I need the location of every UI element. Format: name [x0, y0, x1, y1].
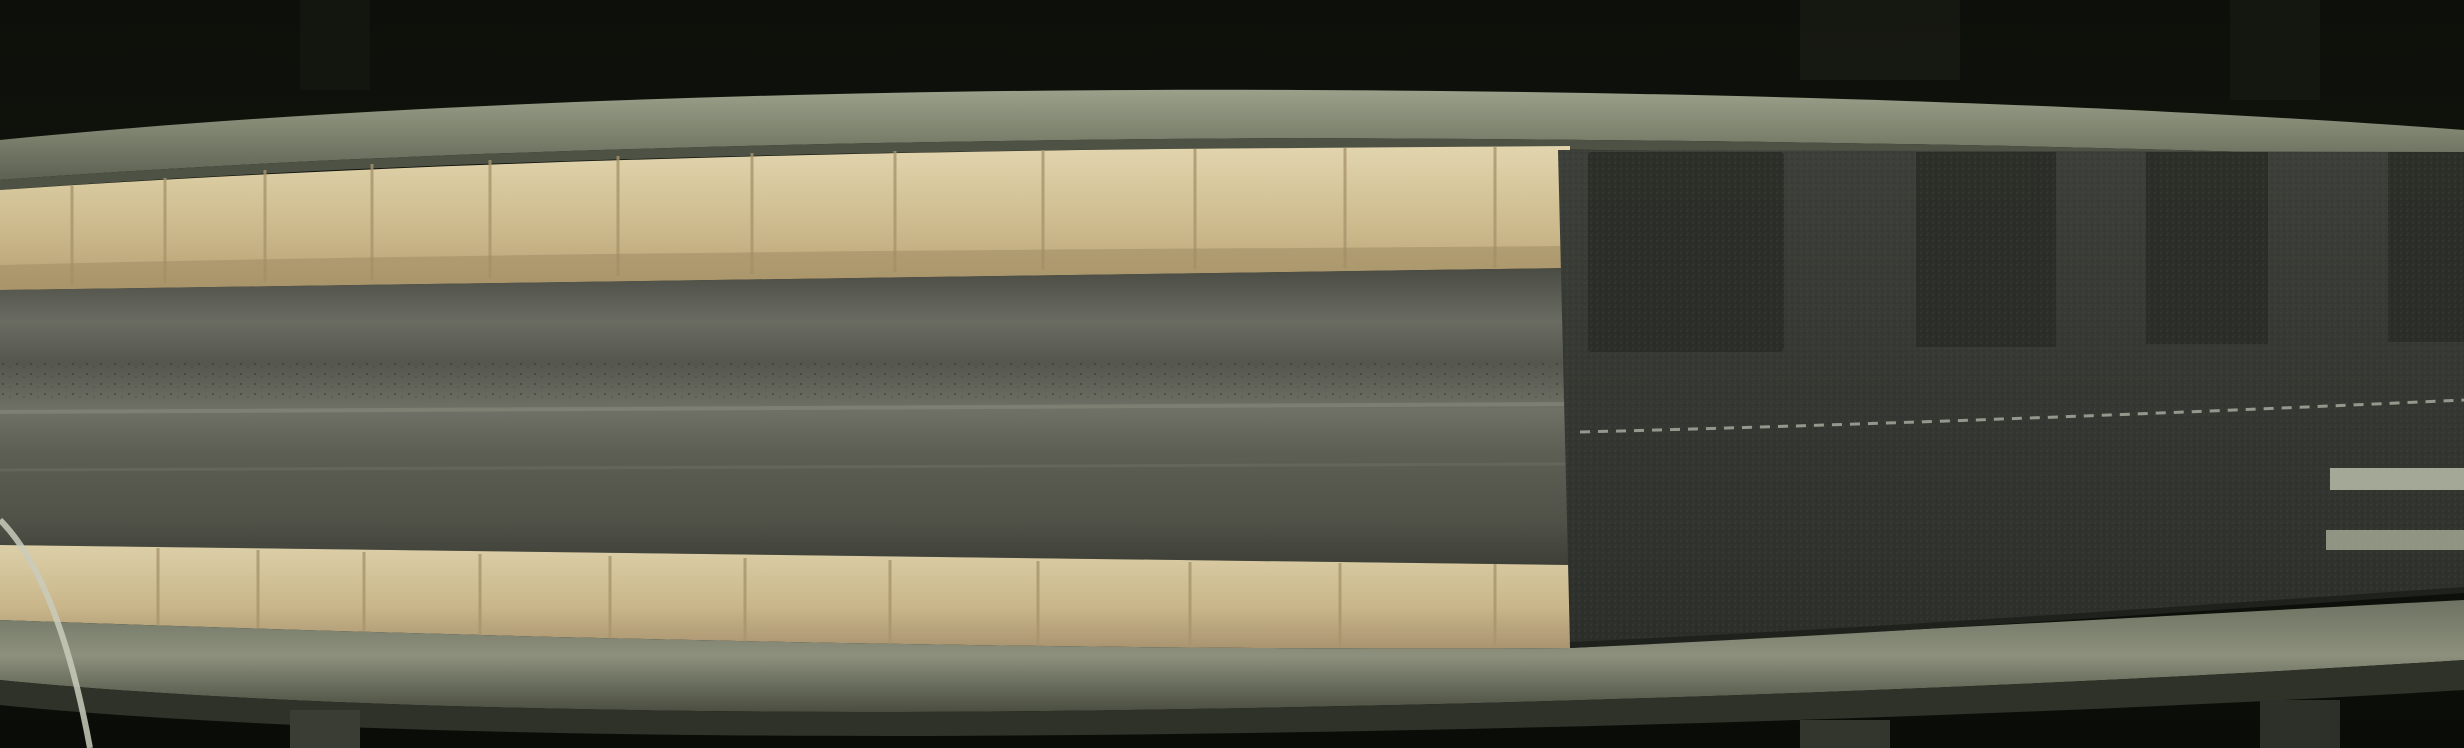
support-post-1 [290, 710, 360, 748]
channel-speckle [0, 360, 1570, 400]
support-post-2 [1800, 720, 1890, 748]
background-shape-left [300, 0, 370, 90]
central-channel [0, 268, 1570, 565]
right-bar-upper [2330, 468, 2464, 490]
background-shape-right [1800, 0, 1960, 80]
right-bar-lower [2326, 530, 2464, 550]
foam-block [1558, 150, 2464, 645]
background-shape-right-2 [2230, 0, 2320, 100]
support-post-3 [2260, 700, 2340, 748]
